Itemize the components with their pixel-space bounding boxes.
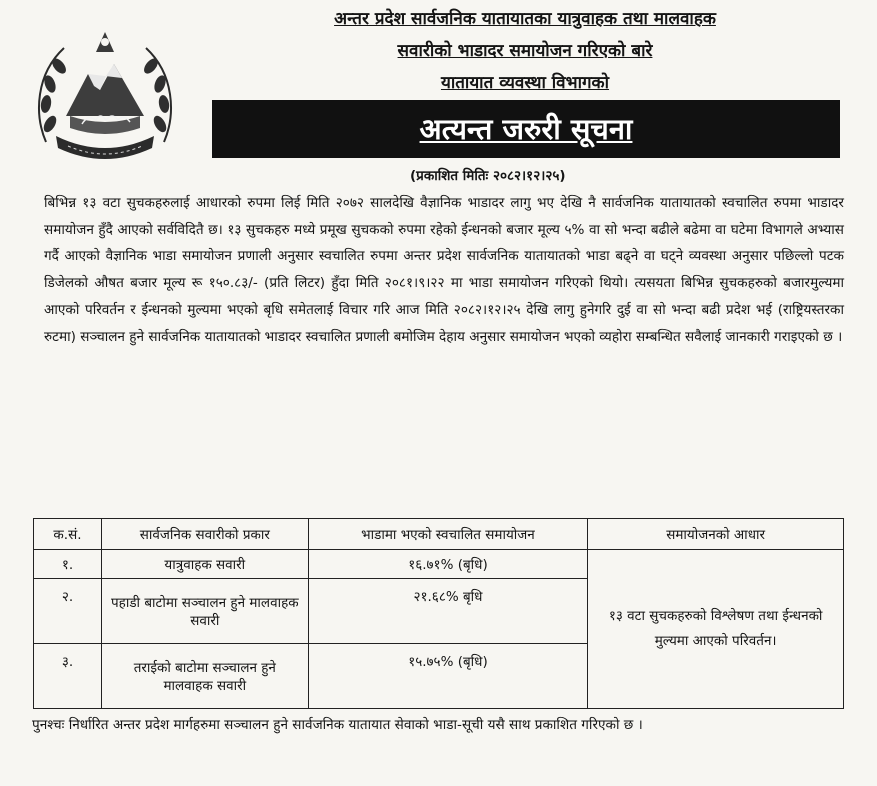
banner-title: अत्यन्त जरुरी सूचना: [419, 112, 633, 146]
header-vehicle-type: सार्वजनिक सवारीको प्रकार: [101, 519, 308, 550]
row-serial: १.: [34, 550, 102, 579]
header-line-2: सवारीको भाडादर समायोजन गरिएको बारे: [397, 41, 653, 61]
row-serial: २.: [34, 579, 102, 644]
row-vehicle-type: यात्रुवाहक सवारी: [101, 550, 308, 579]
table-header-row: [34, 519, 844, 550]
row-vehicle-type: तराईको बाटोमा सञ्चालन हुने मालवाहक सवारी: [101, 644, 308, 709]
header-line-3: यातायात व्यवस्था विभागको: [440, 73, 610, 93]
notice-body: बिभिन्न १३ वटा सुचकहरुलाई आधारको रुपमा लिई मिति २०७२ सालदेखि वैज्ञानिक भाडादर लागु भए देखि नै सार्वजनिक यातायातको स्वचालित रुपमा भाडादर समायोजन हुँदै आएको सर्वविदितै छ। १३ सुचकहरु मध्ये प्रमूख सुचकको रुपमा रहेको ईन्धनको बजार मूल्य ५% वा सो भन्दा बढीले बढेमा वा घटेमा विभागले अभ्यास गर्दै आएको वैज्ञानिक भाडा समायोजन प्रणाली अनुसार स्वचालित रुपमा अन्तर प्रदेश सार्वजनिक यातायातको भाडा बढ्ने वा घट्ने व्यवस्था अनुसार पछिल्लो पटक डिजेलको औषत बजार मूल्य रू १५०.८३/- (प्रति लिटर) हुँदा मिति २०८१।९।२२ मा भाडा समायोजन गरिएको थियो। त्यसयता बिभिन्न सुचकहरुको बजारमुल्यमा आएको परिवर्तन र ईन्धनको मुल्यमा भएको बृधि समेतलाई विचार गरि आज मिति २०८२।१२।२५ देखि लागु हुनेगरि दुई वा सो भन्दा बढी प्रदेश भई (राष्ट्रियस्तरका रुटमा) सञ्चालन हुने सार्वजनिक यातायातको भाडादर स्वचालित प्रणाली बमोजिम देहाय अनुसार समायोजन भएको व्यहोरा सम्बन्धित सवैलाई जानकारी गराइएको छ ।: [44, 195, 844, 345]
header-adjustment: भाडामा भएको स्वचालित समायोजन: [308, 519, 588, 550]
row-adjustment: २१.६८% बृधि: [308, 579, 588, 644]
published-date: (प्रकाशित मितिः २०८२।१२।२५): [410, 168, 566, 184]
header-serial: क.सं.: [34, 519, 102, 550]
urgent-notice-banner: [212, 100, 840, 158]
fare-adjustment-table: [33, 518, 844, 709]
adjustment-basis: १३ वटा सुचकहरुको विश्लेषण तथा ईन्धनको मुल्यमा आएको परिवर्तन।: [588, 550, 844, 709]
row-adjustment: १५.७५% (बृधि): [308, 644, 588, 709]
row-serial: ३.: [34, 644, 102, 709]
header-line-1: अन्तर प्रदेश सार्वजनिक यातायातका यात्रुवाहक तथा मालवाहक: [334, 9, 716, 29]
row-vehicle-type: पहाडी बाटोमा सञ्चालन हुने मालवाहक सवारी: [101, 579, 308, 644]
table-row: [34, 550, 844, 579]
header-basis: समायोजनको आधार: [588, 519, 844, 550]
government-emblem-icon: [26, 24, 184, 164]
footnote: पुनश्चः निर्धारित अन्तर प्रदेश मार्गहरुमा सञ्चालन हुने सार्वजनिक यातायात सेवाको भाडा-सूची यसै साथ प्रकाशित गरिएको छ ।: [32, 717, 643, 733]
row-adjustment: १६.७१% (बृधि): [308, 550, 588, 579]
